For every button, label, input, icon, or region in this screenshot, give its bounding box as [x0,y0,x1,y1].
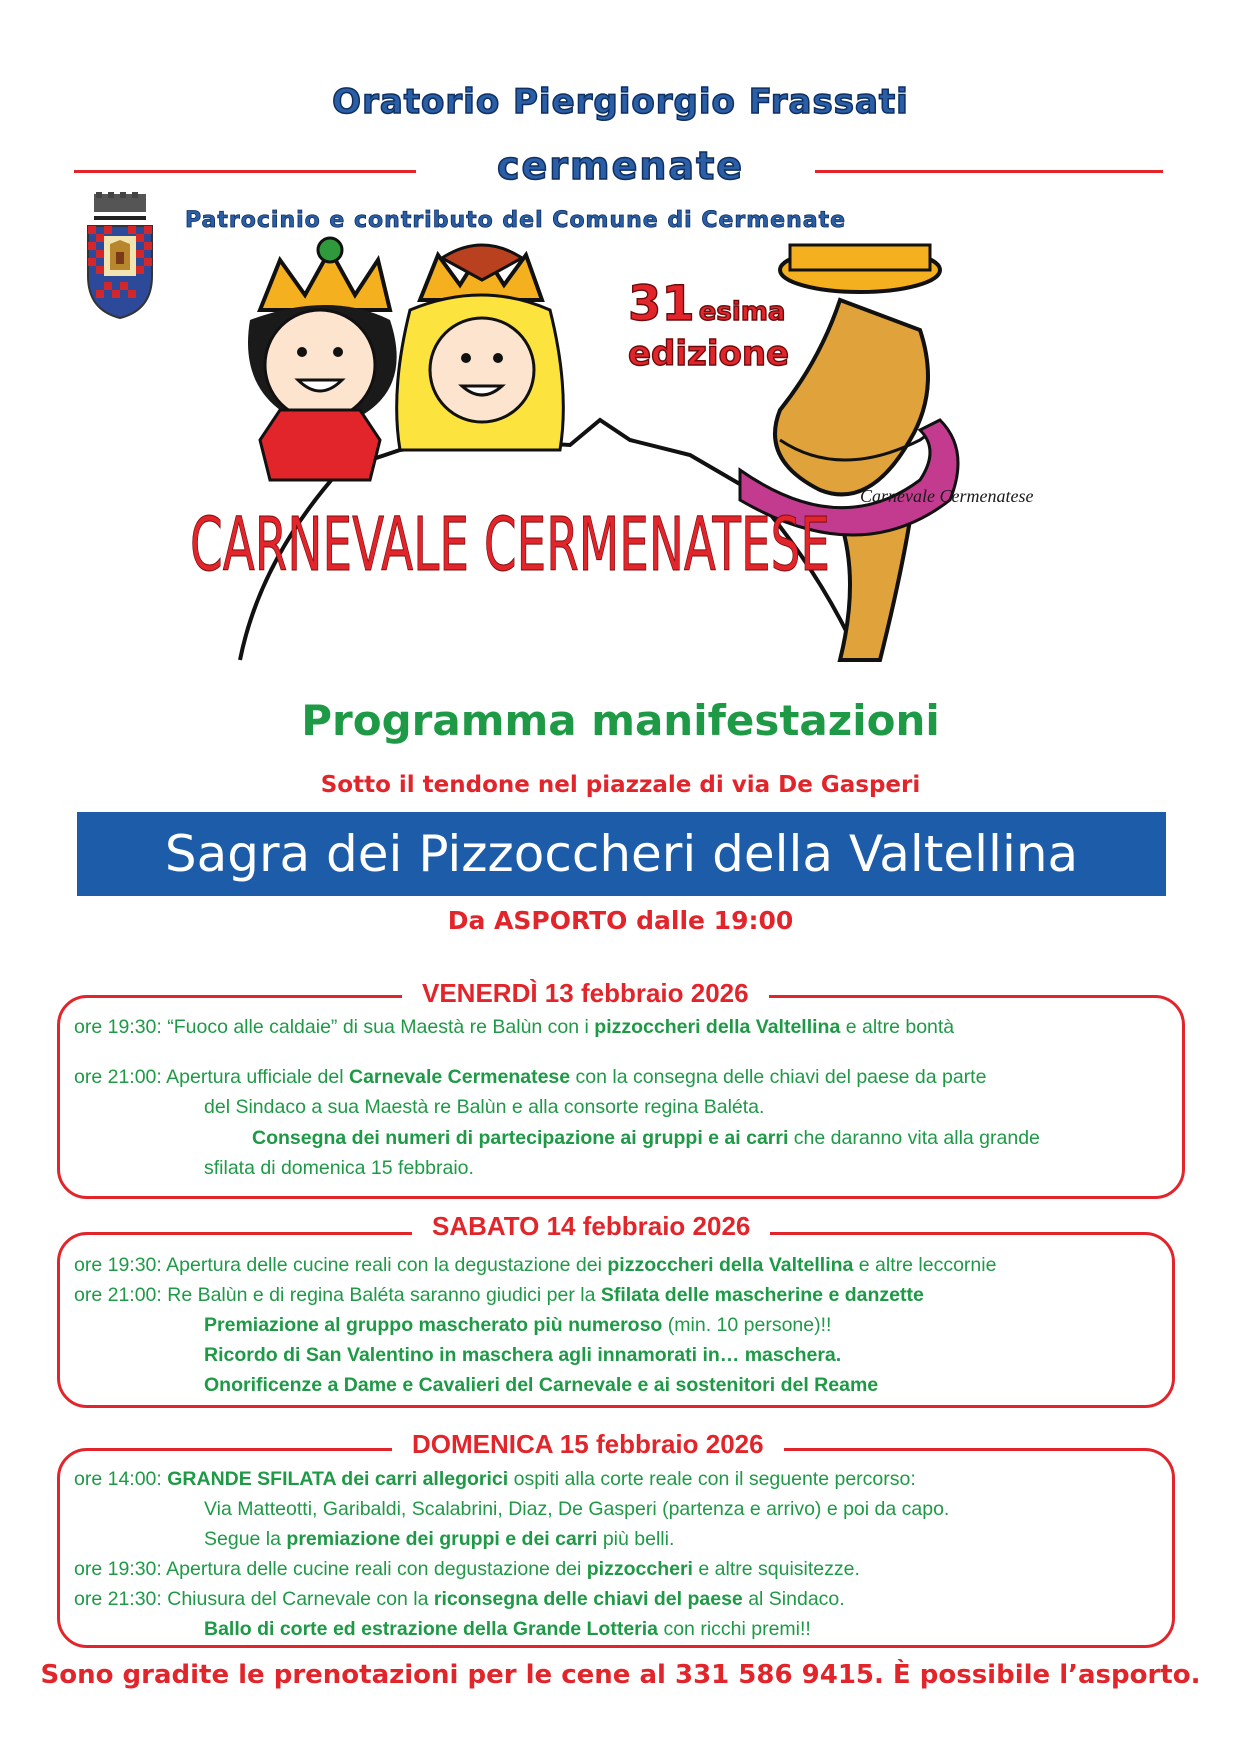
program-line: Ballo di corte ed estrazione della Grande Lotteria con ricchi premi!! [204,1618,811,1640]
day-title-domenica: DOMENICA 15 febbraio 2026 [392,1428,784,1460]
edition-number: 31 [628,276,695,332]
sagra-title: Sagra dei Pizzoccheri della Valtellina [164,825,1079,883]
program-line: ore 21:00: Re Balùn e di regina Baléta saranno giudici per la Sfilata delle mascherine e danzette [74,1284,924,1306]
program-line: Premiazione al gruppo mascherato più numeroso (min. 10 persone)!! [204,1314,832,1336]
sagra-band [77,812,1166,896]
edition-word: edizione [628,334,790,374]
program-line: ore 14:00: GRANDE SFILATA dei carri allegorici ospiti alla corte reale con il seguente percorso: [74,1468,916,1490]
program-location: Sotto il tendone nel piazzale di via De Gasperi [320,772,921,798]
ribbon-text: Carnevale Cermenatese [860,486,1034,506]
day-title-sabato: SABATO 14 febbraio 2026 [412,1210,770,1242]
asporto-note: Da ASPORTO dalle 19:00 [447,906,794,935]
municipal-crest-icon [74,192,166,322]
program-title: Programma manifestazioni [301,696,940,745]
program-line: del Sindaco a sua Maestà re Balùn e alla consorte regina Baléta. [204,1096,765,1118]
program-line: Ricordo di San Valentino in maschera agli innamorati in… maschera. [204,1344,842,1366]
program-line: Onorificenze a Dame e Cavalieri del Carnevale e ai sostenitori del Reame [204,1374,879,1396]
program-line: Segue la premiazione dei gruppi e dei carri più belli. [204,1528,675,1550]
program-line: ore 19:30: Apertura delle cucine reali con degustazione dei pizzoccheri e altre squisitezze. [74,1558,860,1580]
boy-king-figure [248,238,397,480]
queen-figure [397,245,564,450]
patronage-text: Patrocinio e contributo del Comune di Cermenate [185,208,847,233]
program-line: ore 21:00: Apertura ufficiale del Carnevale Cermenatese con la consegna delle chiavi del paese da parte [74,1066,987,1088]
day-title-venerdi: VENERDÌ 13 febbraio 2026 [402,977,769,1009]
edition-suffix: esima [698,297,786,327]
city-title: cermenate [496,144,745,188]
program-line: ore 19:30: “Fuoco alle caldaie” di sua Maestà re Balùn con i pizzoccheri della Valtellina e altre bontà [74,1016,955,1038]
footer-reservations: Sono gradite le prenotazioni per le cene al 331 586 9415. È possibile l’asporto. [40,1660,1201,1690]
program-line: sfilata di domenica 15 febbraio. [204,1157,474,1179]
carnival-banner-title: CARNEVALE CERMENATESE [190,502,830,588]
edition-badge [628,276,838,374]
program-line: Via Matteotti, Garibaldi, Scalabrini, Diaz, De Gasperi (partenza e arrivo) e poi da capo. [204,1498,950,1520]
program-line: Consegna dei numeri di partecipazione ai gruppi e ai carri che daranno vita alla grande [252,1127,1040,1149]
organizer-title: Oratorio Piergiorgio Frassati [332,82,909,122]
program-line: ore 21:30: Chiusura del Carnevale con la riconsegna delle chiavi del paese al Sindaco. [74,1588,845,1610]
program-line: ore 19:30: Apertura delle cucine reali con la degustazione dei pizzoccheri della Valtellina e altre leccornie [74,1254,997,1276]
